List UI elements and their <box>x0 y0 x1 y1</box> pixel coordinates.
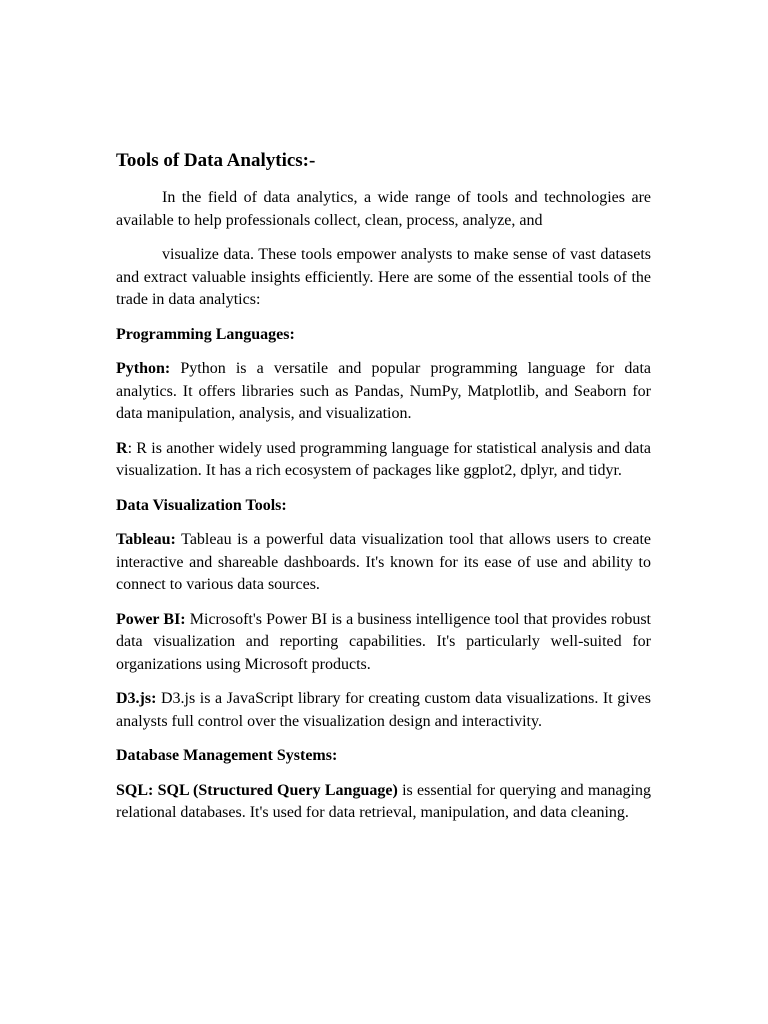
item-d3js <box>116 688 651 733</box>
item-power-bi <box>116 609 651 677</box>
intro-paragraph-2: visualize data. These tools empower analysts to make sense of vast datasets and extract valuable insights efficiently. Here are some of the essential tools of the trade in data analytics: <box>116 246 651 308</box>
section-heading-database-management-systems: Database Management Systems: <box>116 747 338 764</box>
document-title: Tools of Data Analytics:- <box>116 150 316 171</box>
item-text: is essential for querying and managing relational databases. It's used for data retrieval, manipulation, and data cleaning. <box>116 781 651 821</box>
document-page <box>116 148 651 837</box>
item-r <box>116 438 651 483</box>
item-sql <box>116 780 651 825</box>
item-term: SQL: SQL (Structured Query Language) <box>116 781 398 799</box>
item-tableau <box>116 529 651 597</box>
item-term: Python: <box>116 360 171 377</box>
item-text: : R is another widely used programming language for statistical analysis and data visualization. It has a rich ecosystem of packages like ggplot2, dplyr, and tidyr. <box>116 439 651 479</box>
item-term: D3.js: <box>116 690 157 707</box>
item-text: Python is a versatile and popular programming language for data analytics. It offers libraries such as Pandas, NumPy, Matplotlib, and Seaborn for data manipulation, analysis, and visualization. <box>116 360 651 422</box>
section-heading-programming-languages: Programming Languages: <box>116 325 295 343</box>
item-term: Power BI: <box>116 610 186 628</box>
item-term: Tableau: <box>116 531 176 548</box>
item-term: R <box>116 439 128 457</box>
section-heading-data-visualization-tools: Data Visualization Tools: <box>116 496 287 514</box>
item-text: Tableau is a powerful data visualization tool that allows users to create interactive and shareable dashboards. It's known for its ease of use and ability to connect to various data sources. <box>116 531 651 593</box>
item-python <box>116 358 651 426</box>
intro-paragraph-1: In the field of data analytics, a wide range of tools and technologies are available to help professionals collect, clean, process, analyze, and <box>116 189 651 229</box>
item-text: D3.js is a JavaScript library for creating custom data visualizations. It gives analysts full control over the visualization design and interactivity. <box>116 690 651 730</box>
item-text: Microsoft's Power BI is a business intelligence tool that provides robust data visualization and reporting capabilities. It's particularly well-suited for organizations using Microsoft products. <box>116 610 651 673</box>
